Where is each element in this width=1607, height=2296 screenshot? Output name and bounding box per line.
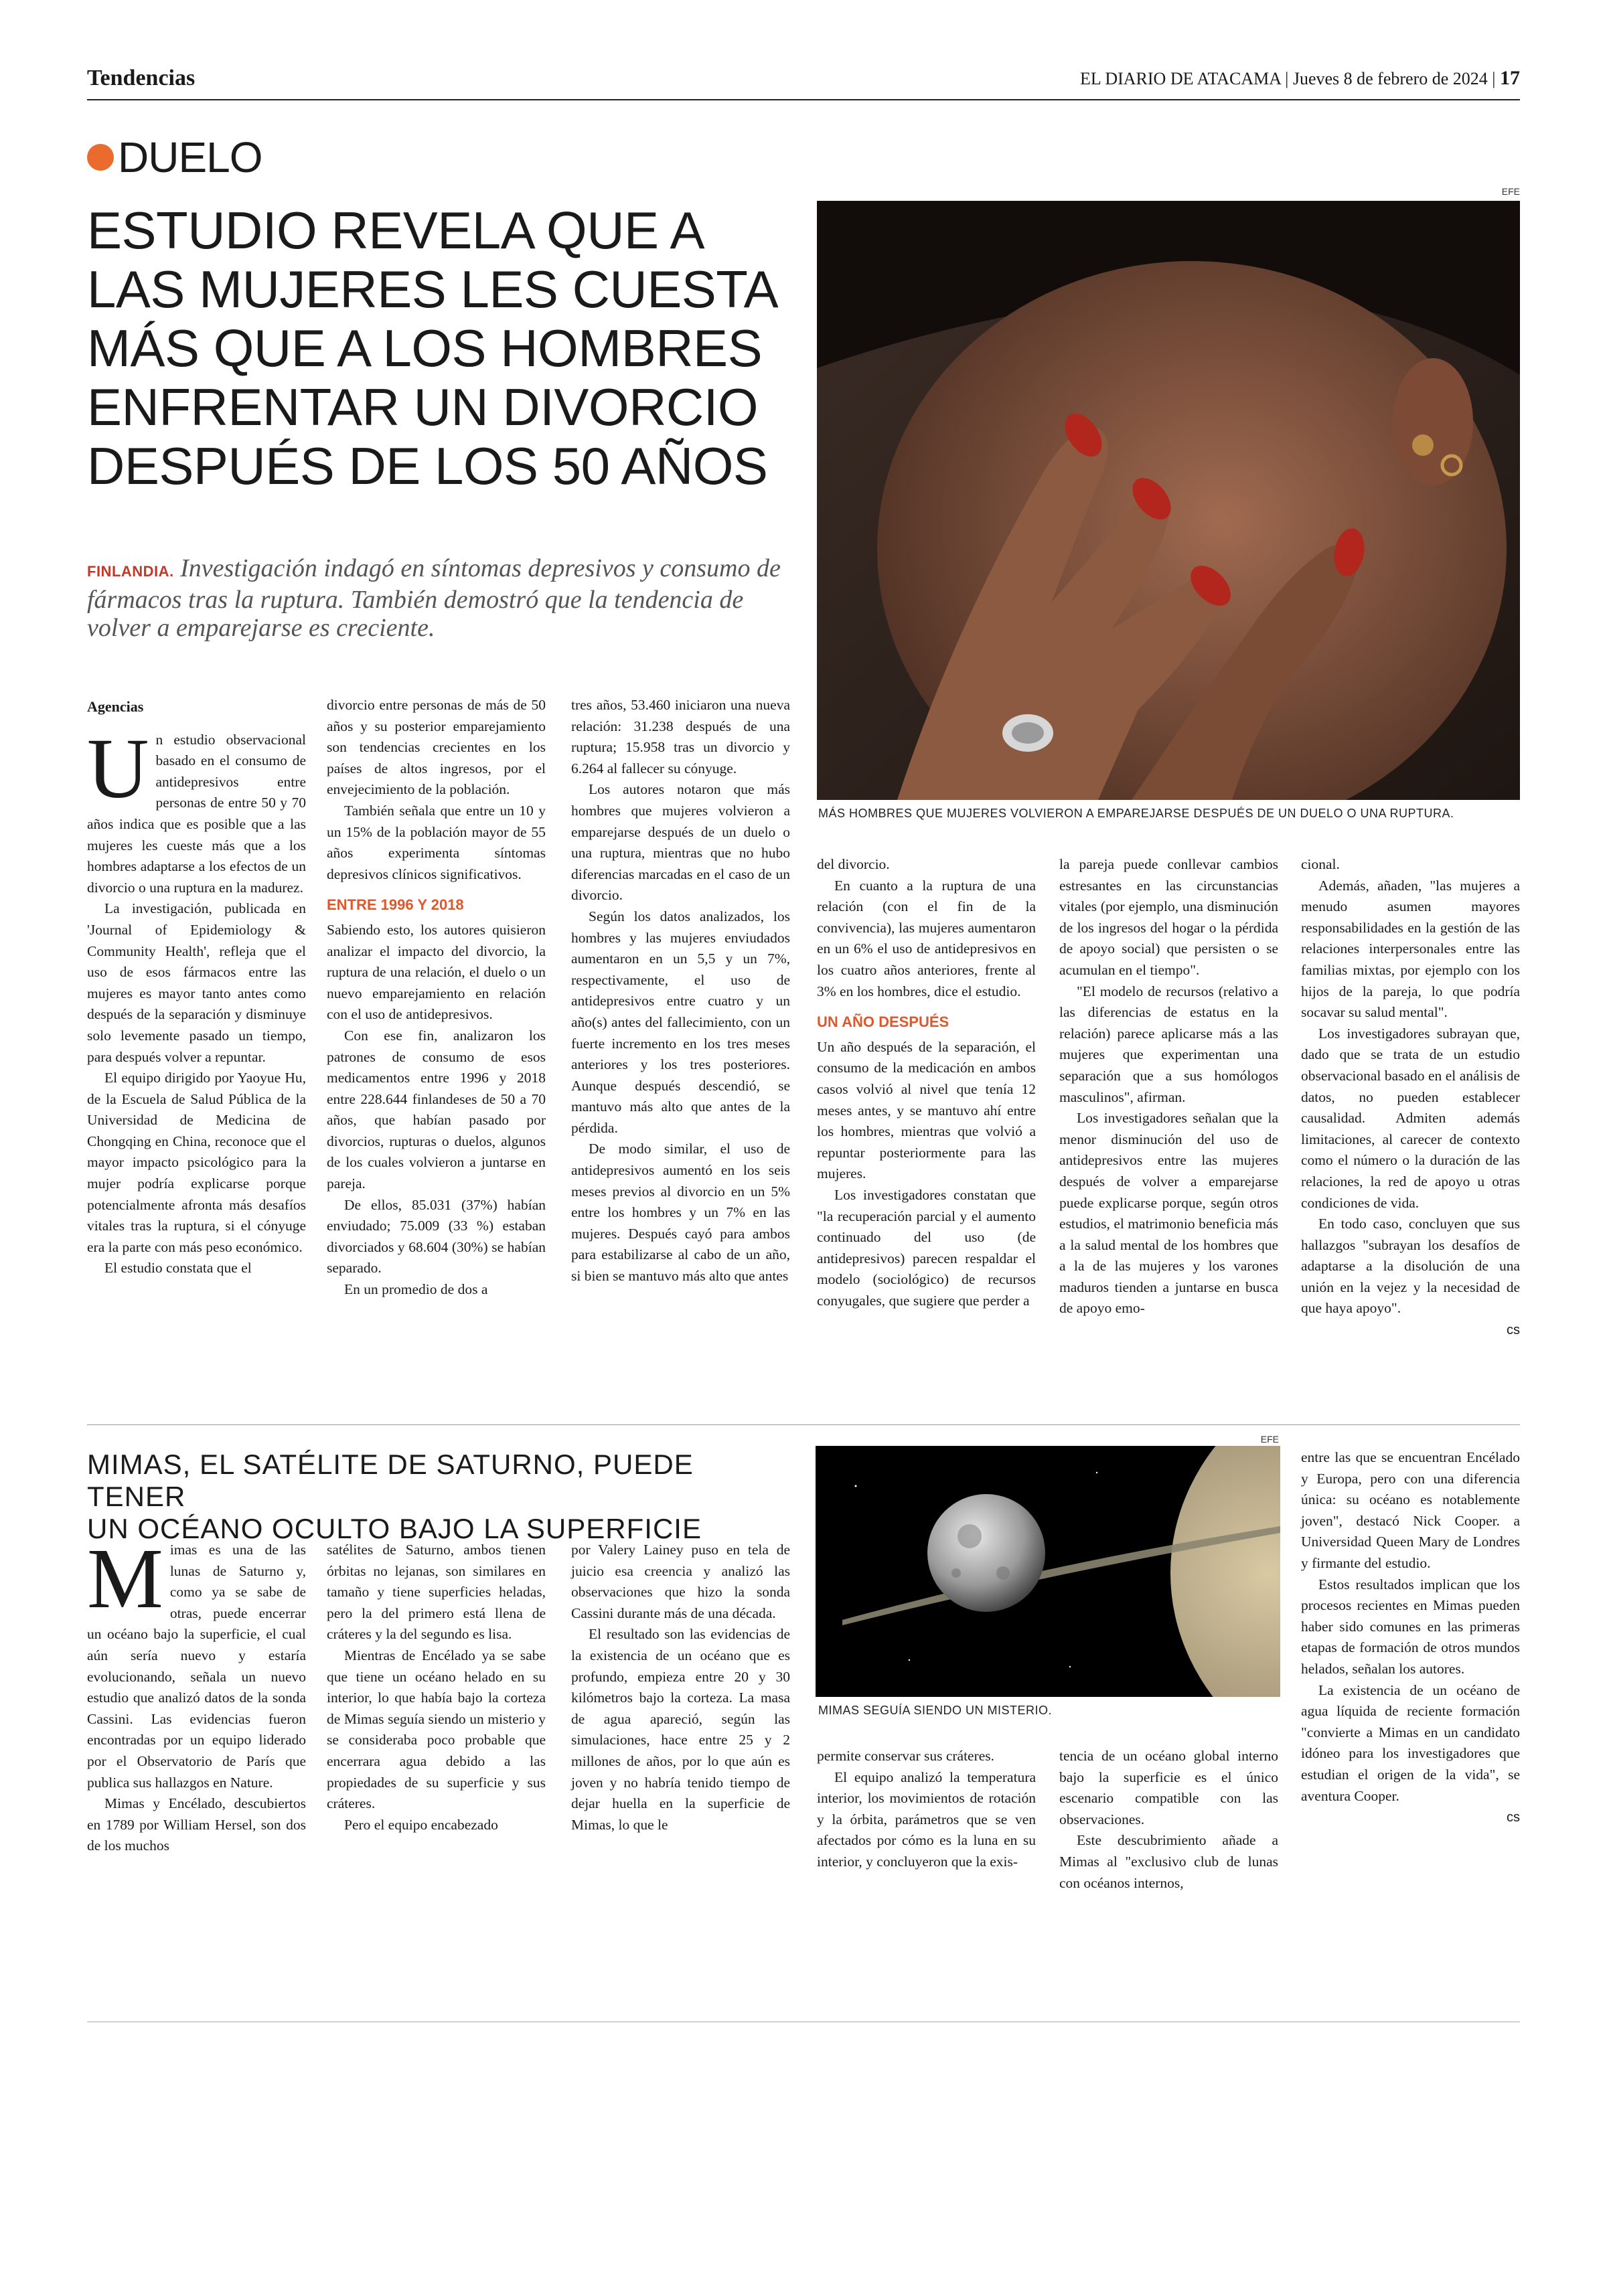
paragraph: La existencia de un océano de agua líquida de reciente formación "convierte a Mimas en un candidato idóneo para los investigadores que estudian el origen de la vida", se aventura Cooper. — [1301, 1682, 1520, 1804]
paragraph: Con ese fin, analizaron los patrones de consumo de esos medicamentos entre 1996 y 2018 entre 228.644 finlandeses de 50 a 70 años, que habían pasado por divorcios, rupturas o duelos, algunos de los cuales volvieron a juntarse en pareja. — [327, 1027, 546, 1192]
paragraph: tencia de un océano global interno bajo la superficie es el único escenario compatible con las observaciones. — [1059, 1748, 1278, 1827]
paragraph: satélites de Saturno, ambos tienen órbitas no lejanas, son similares en tamaño y tiene superficies heladas, pero la del primero está llena de cráteres y la del segundo es lisa. — [327, 1542, 546, 1643]
article-column-6 — [1301, 854, 1520, 1341]
photo-caption: MÁS HOMBRES QUE MUJERES VOLVIERON A EMPAREJARSE DESPUÉS DE UN DUELO O UNA RUPTURA. — [818, 807, 1454, 820]
paragraph: Pero el equipo encabezado — [344, 1816, 498, 1833]
article-column-2 — [327, 695, 546, 1301]
paragraph: Sabiendo esto, los autores quisieron analizar el impacto del divorcio, la ruptura de una relación, el duelo o un nuevo emparejamiento en relación con el uso de antidepresivos. — [327, 921, 546, 1023]
paragraph: De modo similar, el uso de antidepresivos aumentó en los seis meses previos al divorcio en un 5% entre los hombres y un 7% en las mujeres. Después cayó para ambos para estabilizarse al cabo de un año, si bien se mantuvo más alto que antes — [571, 1141, 790, 1285]
paragraph: Según los datos analizados, los hombres y las mujeres enviudados aumentaron en un 5,5 y un 7%, respectivamente, el uso de antidepresivos entre cuatro y un año(s) antes del fallecimiento, con un fuerte incremento en los tres meses anteriores y los tres posteriores. Aunque después descendió, se mantuvo más alto que antes de la pérdida. — [571, 908, 790, 1136]
article2-column-3 — [571, 1540, 790, 1835]
publication-name: EL DIARIO DE ATACAMA — [1080, 69, 1281, 88]
subhead: ENTRE 1996 Y 2018 — [327, 896, 464, 914]
paragraph: En todo caso, concluyen que sus hallazgos "subrayan los desafíos de adaptarse a la disolución de una unión en la vejez y la necesidad de que haya apoyo". — [1301, 1216, 1520, 1317]
paragraph: entre las que se encuentran Encélado y Europa, pero con una diferencia única: su océano es notablemente joven", destacó Nick Cooper. a Universidad Queen Mary de Londres y firmante del estudio. — [1301, 1449, 1520, 1571]
paragraph: n estudio observacional basado en el consumo de antidepresivos entre personas de entre 50 y 70 años indica que es posible que a las mujeres les cueste más que a los hombres adaptarse a los efectos de un divorcio o una ruptura en la madurez. — [87, 731, 306, 896]
paragraph: Estos resultados implican que los procesos recientes en Mimas pueden haber sido comunes en las primeras etapas de formación de otros mundos helados, señalan los autores. — [1301, 1576, 1520, 1677]
end-mark-icon: cs — [1507, 1810, 1520, 1825]
paragraph: permite conservar sus cráteres. — [817, 1748, 995, 1764]
article2-column-1 — [87, 1531, 306, 1857]
header-rule — [87, 99, 1520, 100]
grieving-woman-photo — [817, 201, 1520, 800]
subhead: UN AÑO DESPUÉS — [817, 1013, 949, 1031]
paragraph: El resultado son las evidencias de la existencia de un océano que es profundo, empieza entre 20 y 30 kilómetros bajo la corteza. La masa de agua apareció, según las simulaciones, hace entre 25 y 2 millones de años, por lo que aún es joven y no habría tenido tiempo de dejar huella en la superficie de Mimas, lo que le — [571, 1626, 790, 1833]
headline-line: ESTUDIO REVELA QUE A — [87, 201, 704, 260]
paragraph: "El modelo de recursos (relativo a las diferencias de estatus en la relación) parece aplicarse más a las mujeres que experimentan una separación que a sus homólogos masculinos", afirman. — [1059, 983, 1278, 1105]
headline-line: UN OCÉANO OCULTO BAJO LA SUPERFICIE — [87, 1513, 702, 1544]
headline-line: MÁS QUE A LOS HOMBRES — [87, 319, 763, 378]
kicker-dot-icon — [87, 144, 114, 171]
kicker — [87, 133, 262, 182]
byline: Agencias — [87, 698, 144, 715]
paragraph: Los investigadores subrayan que, dado que se trata de un estudio observacional basado en el análisis de datos, no pueden establecer causalidad. Admiten además limitaciones, al carecer de contexto como el número o la duración de las relaciones, la red de apoyo u otras condiciones de vida. — [1301, 1025, 1520, 1211]
headline-line: ENFRENTAR UN DIVORCIO — [87, 378, 759, 436]
end-mark-icon: cs — [1507, 1323, 1520, 1338]
paragraph: Los investigadores constatan que "la recuperación parcial y el aumento continuado del uso (de antidepresivos) parecen respaldar el modelo (sociológico) de recursos conyugales, que sugiere que perder a — [817, 1186, 1036, 1309]
headline-2 — [87, 1449, 797, 1545]
paragraph: cional. — [1301, 856, 1340, 872]
paragraph: La investigación, publicada en 'Journal of Epidemiology & Community Health', refleja que el uso de esos fármacos entre las mujeres es mayor tanto antes como después de la separación y disminuye solo levemente pasado un tiempo, para después volver a repuntar. — [87, 900, 306, 1065]
paragraph: por Valery Lainey puso en tela de juicio esa creencia y analizó las observaciones que hizo la sonda Cassini durante más de una década. — [571, 1542, 790, 1621]
article-column-1 — [87, 696, 306, 1279]
paragraph: tres años, 53.460 iniciaron una nueva relación: 31.238 después de una ruptura; 15.958 tras un divorcio y 6.264 al fallecer su cónyuge. — [571, 697, 790, 776]
paragraph: El estudio constata que el — [104, 1260, 252, 1277]
paragraph: divorcio entre personas de más de 50 años y su posterior emparejamiento son tendencias crecientes en los países de altos ingresos, por el envejecimiento de la población. — [327, 697, 546, 798]
paragraph: imas es una de las lunas de Saturno y, como ya se sabe de otras, puede encerrar un océano bajo la superficie, el cual aún sería nuevo y estaría evolucionando, señala un nuevo estudio que analizó datos de la sonda Cassini. Las evidencias fueron encontradas por un equipo liderado por el Observatorio de París que publica sus hallazgos en Nature. — [87, 1542, 306, 1791]
section-divider — [87, 1424, 1520, 1425]
deck — [87, 554, 797, 642]
article-column-5 — [1059, 854, 1278, 1319]
headline-line: LAS MUJERES LES CUESTA — [87, 260, 779, 319]
article-column-4 — [817, 854, 1036, 1311]
paragraph: del divorcio. — [817, 856, 890, 872]
mimas-saturn-photo — [816, 1446, 1280, 1697]
headline-line: DESPUÉS DE LOS 50 AÑOS — [87, 436, 768, 495]
headline — [87, 201, 810, 495]
paragraph: De ellos, 85.031 (37%) habían enviudado; 75.009 (33 %) estaban divorciados y 68.604 (30%) se habían separado. — [327, 1196, 546, 1277]
headline-line: MIMAS, EL SATÉLITE DE SATURNO, PUEDE TENER — [87, 1449, 694, 1512]
article2-column-4 — [817, 1746, 1036, 1873]
dropcap: M — [87, 1531, 163, 1626]
deck-text: Investigación indagó en síntomas depresivos y consumo de fármacos tras la ruptura. También demostró que la tendencia de volver a emparejarse es creciente. — [87, 554, 781, 642]
dropcap: U — [87, 720, 149, 816]
paragraph: Los autores notaron que más hombres que mujeres volvieron a emparejarse después de un duelo o una ruptura, mientras que no hubo diferencias marcadas en el caso de un divorcio. — [571, 781, 790, 904]
paragraph: El equipo analizó la temperatura interior, los movimientos de rotación y la órbita, parámetros que se ven afectados por cómo es la luna en su interior, y concluyeron que la exis- — [817, 1769, 1036, 1870]
paragraph: También señala que entre un 10 y un 15% de la población mayor de 55 años experimenta síntomas depresivos clínicos significativos. — [327, 802, 546, 882]
paragraph: Mimas y Encélado, descubiertos en 1789 por William Hersel, son dos de los muchos — [87, 1795, 306, 1854]
issue-date: Jueves 8 de febrero de 2024 — [1292, 69, 1488, 88]
kicker-label: DUELO — [118, 133, 262, 181]
paragraph: Este descubrimiento añade a Mimas al "exclusivo club de lunas con océanos internos, — [1059, 1832, 1278, 1891]
paragraph: Un año después de la separación, el consumo de la medicación en ambos casos volvió al nivel que tenía 12 meses antes, y se mantuvo ahí entre los hombres, mientras que volvió a repuntar posteriormente para las mujeres. — [817, 1038, 1036, 1182]
page-number: 17 — [1500, 67, 1520, 89]
article2-column-6 — [1301, 1447, 1520, 1829]
photo-credit: EFE — [1501, 186, 1520, 197]
article2-column-5 — [1059, 1746, 1278, 1894]
article-column-3 — [571, 695, 790, 1287]
paragraph: la pareja puede conllevar cambios estresantes en las circunstancias vitales (por ejemplo, una disminución de los ingresos del hogar o la pérdida de apoyo social) que persisten o se acumulan en el tiempo". — [1059, 856, 1278, 978]
deck-location-tag: FINLANDIA. — [87, 563, 174, 580]
paragraph: Además, añaden, "las mujeres a menudo asumen mayores responsabilidades en la gestión de las relaciones interpersonales entre las familias mixtas, por ejemplo con los hijos de la pareja, lo que podría socavar su salud mental". — [1301, 877, 1520, 1021]
paragraph: Los investigadores señalan que la menor disminución del uso de antidepresivos entre las mujeres después de volver a emparejarse puede explicarse porque, según otros estudios, el matrimonio beneficia más a la salud mental de los hombres que a la de las mujeres y los varones maduros tienden a juntarse en busca de apoyo emo- — [1059, 1110, 1278, 1317]
photo-caption: MIMAS SEGUÍA SIENDO UN MISTERIO. — [818, 1704, 1053, 1717]
paragraph: En cuanto a la ruptura de una relación (con el fin de la convivencia), las mujeres aumentaron en un 6% el uso de antidepresivos en los cuatro años anteriores, frente al 3% en los hombres, dice el estudio. — [817, 877, 1036, 999]
paragraph: Mientras de Encélado ya se sabe que tiene un océano helado en su interior, lo que había bajo la corteza de Mimas seguía siendo un misterio y se consideraba poco probable que encerrara agua debido a las propiedades de su superficie y sus cráteres. — [327, 1647, 546, 1812]
paragraph: El equipo dirigido por Yaoyue Hu, de la Escuela de Salud Pública de la Universidad de Medicina de Chongqing en China, reconoce que el mayor impacto psicológico para la mujer podría explicarse porque potencialmente afronta más desafíos vitales tras la ruptura, si el cónyuge era la parte con más peso económico. — [87, 1070, 306, 1255]
paragraph: En un promedio de dos a — [344, 1281, 488, 1298]
masthead: EL DIARIO DE ATACAMA | Jueves 8 de febrero de 2024 | 17 — [1080, 67, 1520, 89]
article2-column-2 — [327, 1540, 546, 1835]
photo-credit: EFE — [1260, 1434, 1279, 1445]
section-label: Tendencias — [87, 66, 196, 90]
